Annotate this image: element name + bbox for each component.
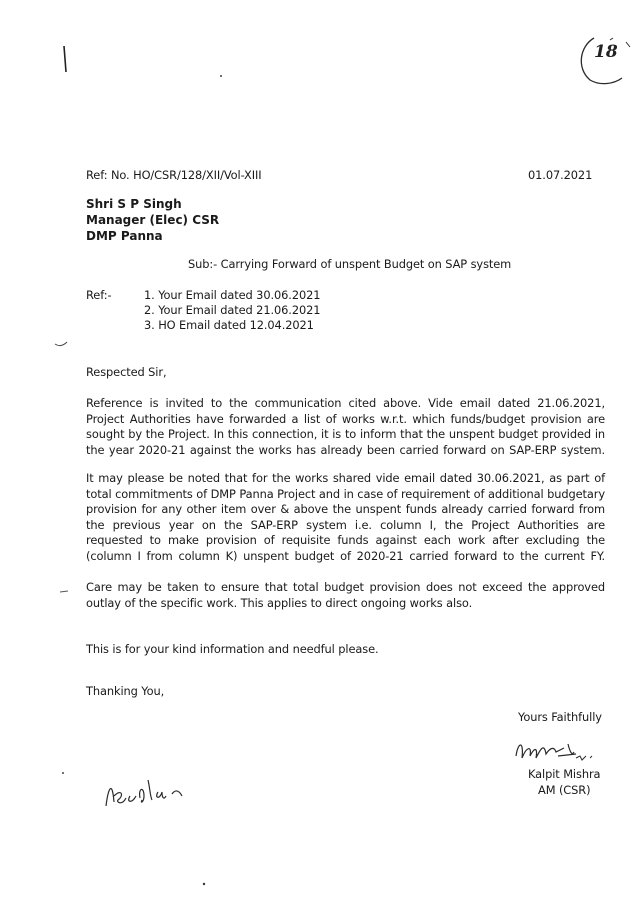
paragraph-line: outlay of the specific work. This applies to direct ongoing works also. xyxy=(86,595,473,610)
addressee-location: DMP Panna xyxy=(86,229,163,243)
paragraph-1 xyxy=(86,396,605,458)
addressee-name: Shri S P Singh xyxy=(86,197,182,211)
reference-item: 1. Your Email dated 30.06.2021 xyxy=(144,288,321,302)
salutation: Respected Sir, xyxy=(86,365,167,379)
paragraph-4: This is for your kind information and needful please. xyxy=(86,642,379,656)
closing: Thanking You, xyxy=(86,684,165,698)
reference-item: 3. HO Email dated 12.04.2021 xyxy=(144,318,314,332)
paragraph-line: (column I from column K) unspent budget of 2020-21 carried forward to the current FY. xyxy=(86,548,605,563)
paragraph-line: requested to make provision of requisite funds against each work after excluding the xyxy=(86,533,605,547)
paragraph-line: Care may be taken to ensure that total budget provision does not exceed the approved xyxy=(86,580,605,594)
signature xyxy=(506,734,606,768)
paragraph-line: total commitments of DMP Panna Project and in case of requirement of additional budgetary xyxy=(86,486,605,501)
paragraph-line: Reference is invited to the communication cited above. Vide email dated 21.06.2021, xyxy=(86,396,605,410)
paragraph-3 xyxy=(86,580,605,611)
addressee-designation: Manager (Elec) CSR xyxy=(86,213,220,227)
subject-line: Sub:- Carrying Forward of unspent Budget on SAP system xyxy=(188,257,512,271)
paragraph-line: Project Authorities have forwarded a list of works w.r.t. which funds/budget provision are xyxy=(86,411,605,426)
signatory-designation: AM (CSR) xyxy=(538,783,591,797)
letter-date: 01.07.2021 xyxy=(528,168,593,182)
signatory-name: Kalpit Mishra xyxy=(528,767,601,781)
paragraph-line: provision for any other item over & above the unspent funds already carried forward from xyxy=(86,502,605,516)
paragraph-line: sought by the Project. In this connection, it is to inform that the unspent budget provided in xyxy=(86,427,605,441)
reference-item: 2. Your Email dated 21.06.2021 xyxy=(144,303,321,317)
paragraph-line: the year 2020-21 against the works has already been carried forward on SAP-ERP system. xyxy=(86,442,605,457)
paragraph-2 xyxy=(86,471,605,564)
handwritten-page-number: 18 xyxy=(594,42,618,62)
references-label: Ref:- xyxy=(86,288,112,302)
reference-number: Ref: No. HO/CSR/128/XII/Vol-XIII xyxy=(86,168,262,182)
valediction: Yours Faithfully xyxy=(518,710,602,724)
received-handwritten-note xyxy=(100,766,210,816)
paragraph-line: It may please be noted that for the works shared vide email dated 30.06.2021, as part of xyxy=(86,471,605,485)
paragraph-line: the previous year on the SAP-ERP system i.e. column I, the Project Authorities are xyxy=(86,517,605,532)
